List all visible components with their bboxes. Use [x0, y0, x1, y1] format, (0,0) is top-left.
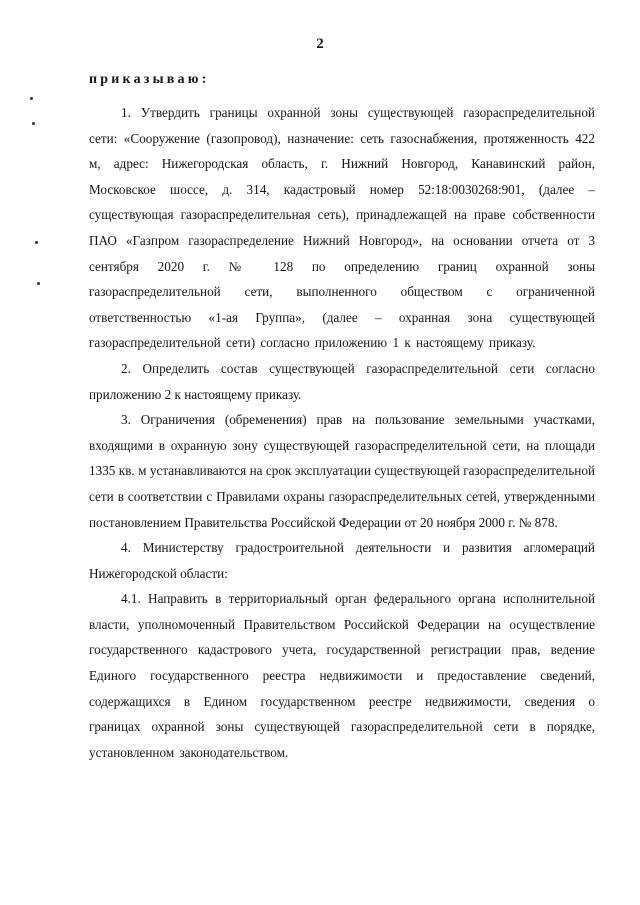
- paragraph-4-1: 4.1. Направить в территориальный орган федерального органа исполнительной власти, уполномоченный Правительством Российской Федерации на осуществление государственного кадастрового учета, государственной регистрации прав, ведение Единого государственного реестра недвижимости и предоставление сведений, содержащихся в Едином государственном реестре недвижимости, сведения о границах охранной зоны существующей газораспределительной сети в порядке, установленном законодательством.: [89, 591, 595, 760]
- paragraph-2: 2. Определить состав существующей газораспределительной сети согласно приложению 2 к настоящему приказу.: [89, 360, 595, 402]
- paragraph-3: 3. Ограничения (обременения) прав на пользование земельными участками, входящими в охранную зону существующей газораспределительной сети, на площади 1335 кв. м устанавливаются на срок эксплуатации существующей газораспределительной сети в соответствии с Правилами охраны газораспределительных сетей, утвержденными постановлением Правительства Российской Федерации от 20 ноября 2000 г. № 878.: [89, 412, 595, 530]
- scan-mark: [32, 122, 35, 125]
- page-number: 2: [316, 36, 324, 52]
- order-heading: приказываю:: [89, 72, 210, 87]
- paragraph-4: 4. Министерству градостроительной деятельности и развития агломераций Нижегородской области:: [89, 540, 595, 581]
- paragraph-1: 1. Утвердить границы охранной зоны существующей газораспределительной сети: «Сооружение (газопровод), назначение: сеть газоснабжения, протяженность 422 м, адрес: Нижегородская область, г. Нижний Новгород, Канавинский район, Московское шоссе, д. 314, кадастровый номер 52:18:0030268:901, (далее – существующая газораспределительная сеть), принадлежащей на праве собственности ПАО «Газпром газораспределение Нижний Новгород», на основании отчета от 3 сентября 2020 г. № 128 по определению границ охранной зоны газораспределительной сети, выполненного обществом с ограниченной ответственностью «1-ая Группа», (далее – охранная зона существующей газораспределительной сети) согласно приложению 1 к настоящему приказу.: [89, 105, 595, 351]
- scan-mark: [37, 282, 40, 285]
- scan-mark: [30, 97, 33, 100]
- order-body: [89, 100, 595, 765]
- scan-mark: [35, 241, 38, 244]
